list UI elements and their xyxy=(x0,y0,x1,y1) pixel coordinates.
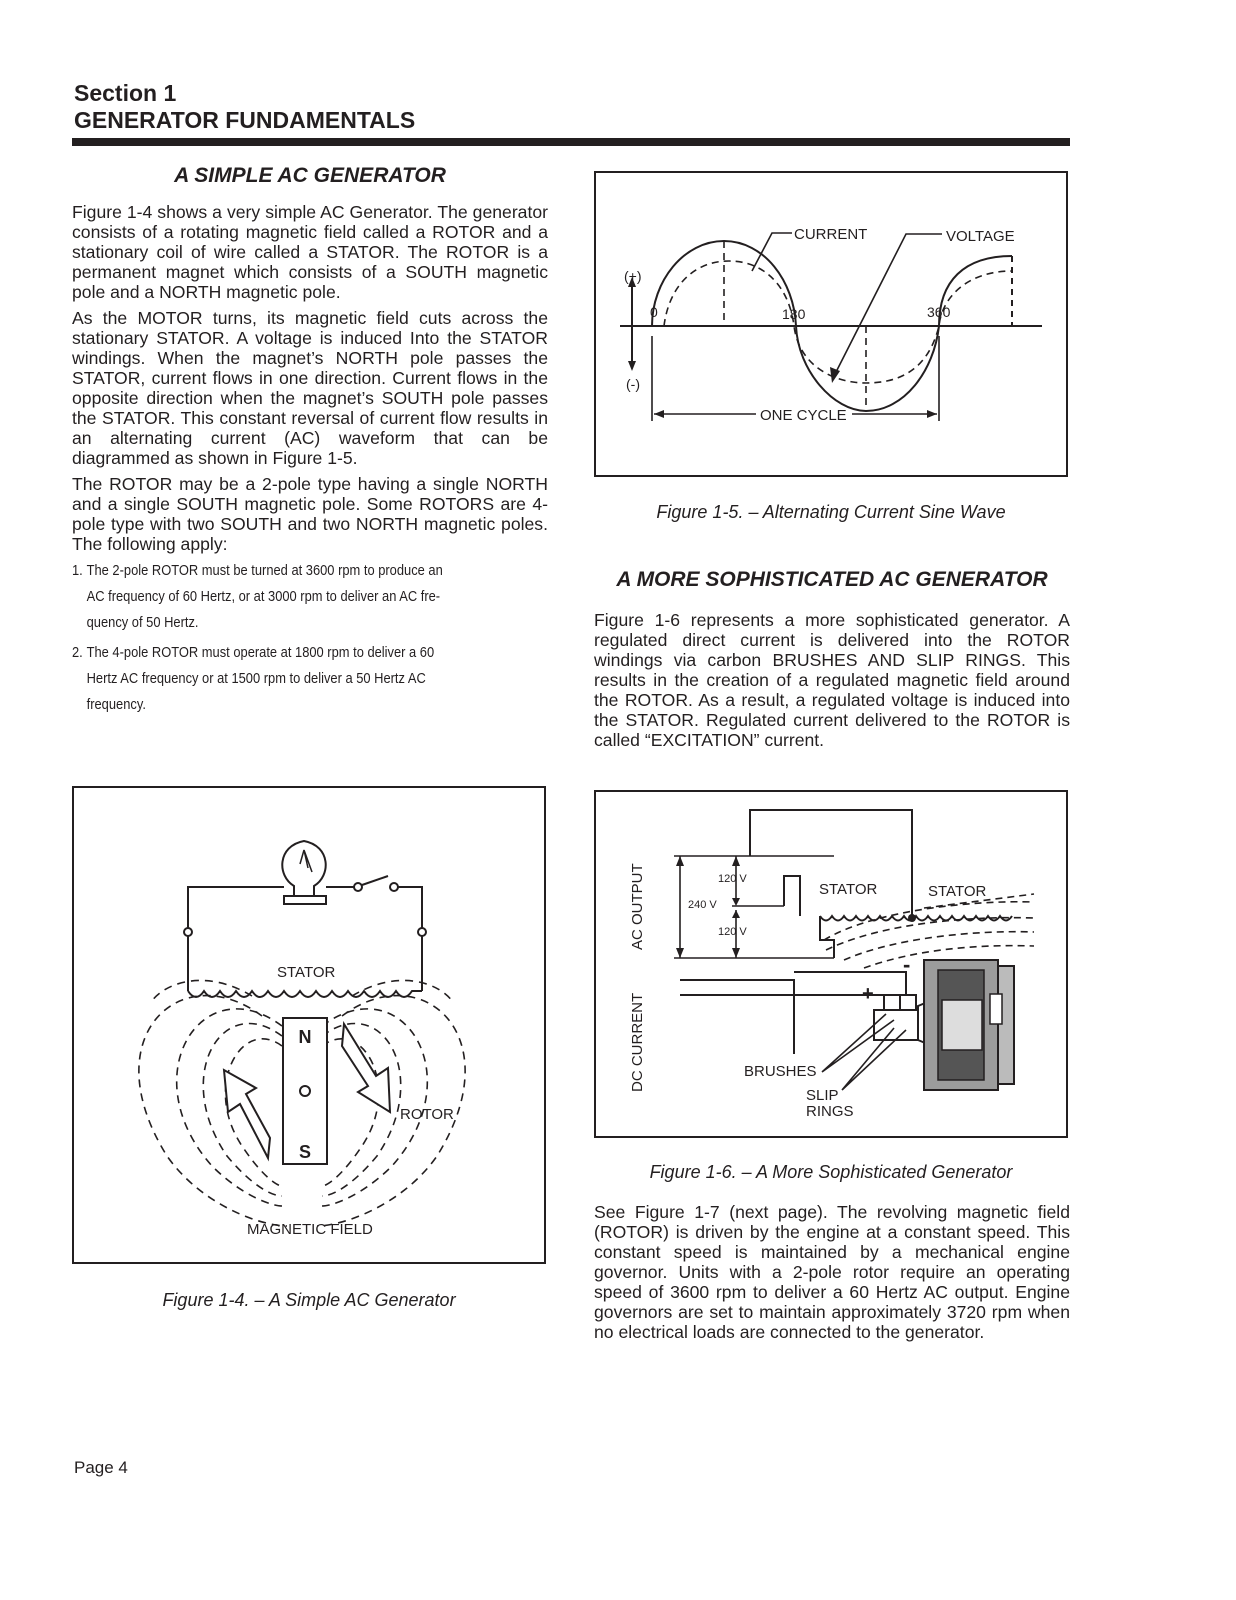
section-title: GENERATOR FUNDAMENTALS xyxy=(74,107,416,133)
dc-current-label: DC CURRENT xyxy=(629,992,646,1092)
rotor-assembly xyxy=(874,960,1014,1090)
figure-1-4-diagram xyxy=(72,786,546,1264)
current-label: CURRENT xyxy=(794,226,868,243)
negative-terminal: - xyxy=(903,952,911,977)
switch-icon xyxy=(362,876,388,885)
list-text: Hertz AC frequency or at 1500 rpm to deliver a 50 Hertz AC xyxy=(86,670,426,687)
section-label: Section 1 xyxy=(74,80,177,106)
rings-label: RINGS xyxy=(806,1103,854,1120)
paragraph: As the MOTOR turns, its magnetic field cuts across the stationary STATOR. A voltage is induced Into the STATOR windings. When the magnet’s NORTH pole passes the STATOR, current flows in one direction. Current flows in the opposite direction when the magnet’s SOUTH pole passes the STATOR. This constant reversal of current flow results in an alternating current (AC) waveform that can be diagrammed as shown in Figure 1-5. xyxy=(72,308,548,468)
brushes-label: BRUSHES xyxy=(744,1063,817,1080)
rotor-list xyxy=(72,558,548,718)
list-item xyxy=(72,640,541,718)
figure-1-4-caption: Figure 1-4. – A Simple AC Generator xyxy=(162,1290,456,1310)
voltage-240: 240 V xyxy=(688,899,717,911)
positive-label: (+) xyxy=(624,268,642,284)
tick-360: 360 xyxy=(927,304,951,320)
paragraph: See Figure 1-7 (next page). The revolving magnetic field (ROTOR) is driven by the engine at a constant speed. This constant speed is maintained by a mechanical engine governor. Units with a 2-pole rotor require an operating speed of 3600 rpm to deliver a 60 Hertz AC output. Engine governors are set to maintain approximately 3720 rpm when no electrical loads are connected to the generator. xyxy=(594,1202,1070,1342)
south-pole-label: S xyxy=(298,1142,312,1162)
voltage-120-top: 120 V xyxy=(718,873,747,885)
light-bulb-icon xyxy=(282,841,326,904)
one-cycle-label: ONE CYCLE xyxy=(760,407,847,424)
figure-1-5-caption: Figure 1-5. – Alternating Current Sine Wave xyxy=(656,502,1006,522)
positive-terminal: + xyxy=(862,983,874,1005)
slip-label: SLIP xyxy=(806,1087,839,1104)
page-number: Page 4 xyxy=(74,1458,128,1477)
current-wave xyxy=(664,261,1012,383)
tick-0: 0 xyxy=(650,304,658,320)
magnetic-field-label: MAGNETIC FIELD xyxy=(247,1221,373,1238)
voltage-label: VOLTAGE xyxy=(946,228,1015,245)
figure-1-6-caption: Figure 1-6. – A More Sophisticated Generator xyxy=(649,1162,1013,1182)
voltage-120-bottom: 120 V xyxy=(718,926,747,938)
figure-1-6-diagram xyxy=(594,790,1068,1138)
list-text: frequency. xyxy=(86,696,146,713)
rotation-arrow-icon xyxy=(342,1024,390,1112)
stator-label: STATOR xyxy=(819,881,878,898)
ac-output-label: AC OUTPUT xyxy=(629,863,646,950)
heading-more-sophisticated-ac-generator: A MORE SOPHISTICATED AC GENERATOR xyxy=(616,568,1048,591)
list-text: The 2-pole ROTOR must be turned at 3600 rpm to produce an xyxy=(86,562,443,579)
header-rule xyxy=(72,138,1070,146)
heading-simple-ac-generator: A SIMPLE AC GENERATOR xyxy=(174,164,446,187)
right-column-bottom xyxy=(594,1202,1070,1342)
figure-1-5-diagram xyxy=(594,171,1068,477)
list-text: The 4-pole ROTOR must operate at 1800 rpm to deliver a 60 xyxy=(86,644,435,661)
magnetic-field-lines xyxy=(824,894,1034,968)
rotor-label: ROTOR xyxy=(400,1106,454,1123)
paragraph: The ROTOR may be a 2-pole type having a single NORTH and a single SOUTH magnetic pole. Some ROTORS are 4-pole type with two SOUTH and two NORTH magnetic poles. The following apply: xyxy=(72,474,548,554)
paragraph: Figure 1-6 represents a more sophisticated generator. A regulated direct current is delivered into the ROTOR windings via carbon BRUSHES AND SLIP RINGS. This results in the creation of a regulated magnetic field around the ROTOR. As a result, a regulated voltage is induced into the STATOR. Regulated current delivered to the ROTOR is called “EXCITATION” current. xyxy=(594,610,1070,750)
stator-label: STATOR xyxy=(928,883,987,900)
tick-180: 180 xyxy=(782,306,806,322)
list-number: 2. xyxy=(72,644,83,661)
left-column xyxy=(72,160,548,718)
paragraph: Figure 1-4 shows a very simple AC Generator. The generator consists of a rotating magnetic field called a ROTOR and a stationary coil of wire called a STATOR. The ROTOR is a permanent magnet which consists of a SOUTH magnetic pole and a NORTH magnetic pole. xyxy=(72,202,548,302)
rotation-arrow-icon xyxy=(224,1070,270,1158)
list-item xyxy=(72,558,541,636)
right-column-section xyxy=(594,568,1070,750)
north-pole-label: N xyxy=(298,1027,312,1047)
negative-label: (-) xyxy=(626,376,640,392)
list-text: quency of 50 Hertz. xyxy=(86,614,199,631)
stator-label: STATOR xyxy=(277,964,336,981)
list-number: 1. xyxy=(72,562,83,579)
list-text: AC frequency of 60 Hertz, or at 3000 rpm to deliver an AC fre- xyxy=(86,588,441,605)
